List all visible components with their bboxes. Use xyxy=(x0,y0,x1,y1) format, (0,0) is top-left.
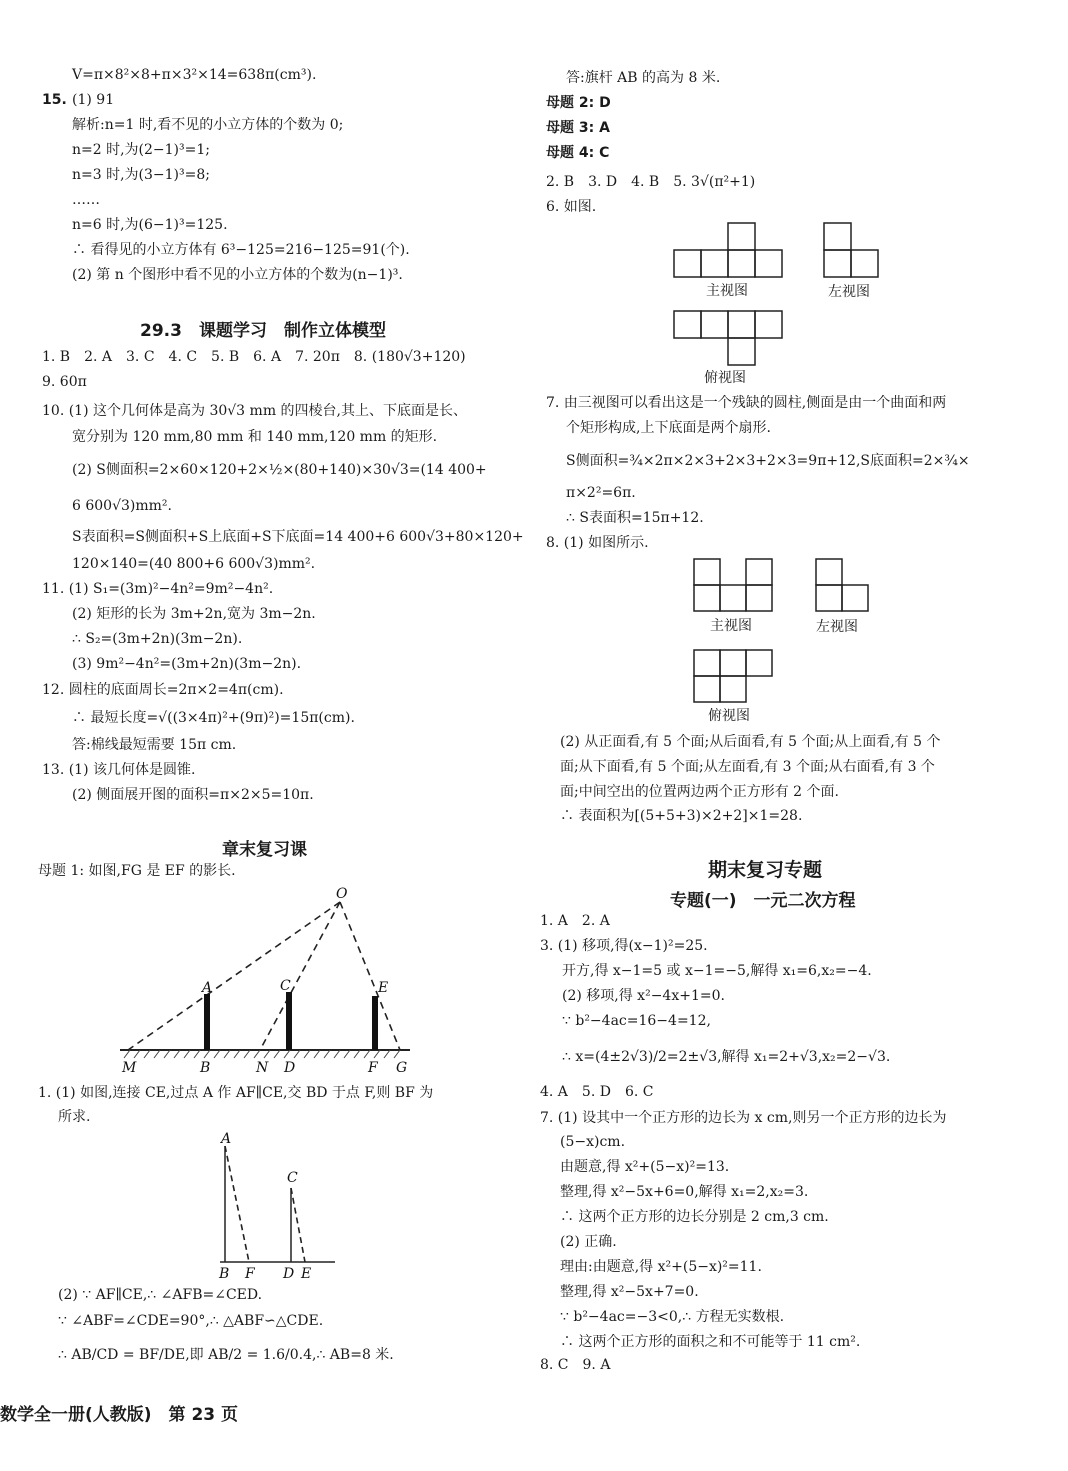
text-line: (2) 矩形的长为 3m+2n,宽为 3m−2n. xyxy=(72,606,316,622)
text-line: ∴ 这两个正方形的面积之和不可能等于 11 cm². xyxy=(560,1334,861,1350)
text-line: 11. (1) S₁=(3m)²−4n²=9m²−4n². xyxy=(42,581,274,597)
text-line: 面;中间空出的位置两边两个正方形有 2 个面. xyxy=(560,784,839,800)
text-line: 12. 圆柱的底面周长=2π×2=4π(cm). xyxy=(42,682,284,698)
text-line: 由题意,得 x²+(5−x)²=13. xyxy=(560,1159,730,1175)
ground-hatching xyxy=(124,1050,400,1058)
point-label: C xyxy=(287,1170,298,1186)
view-caption: 主视图 xyxy=(706,283,748,299)
segment-ce xyxy=(291,1188,305,1262)
text-line: ∴ S₂=(3m+2n)(3m−2n). xyxy=(72,631,243,647)
text-line: 整理,得 x²−5x+7=0. xyxy=(560,1284,699,1300)
page-footer: 数学全一册(人教版) 第 23 页 xyxy=(0,1405,239,1425)
text-line: 所求. xyxy=(58,1109,91,1125)
light-rays xyxy=(128,902,400,1050)
point-label: E xyxy=(301,1266,312,1282)
text-line: 母题 4: C xyxy=(546,145,610,161)
text-line: 答:旗杆 AB 的高为 8 米. xyxy=(566,70,721,86)
text-line: ∴ x=(4±2√3)/2=2±√3,解得 x₁=2+√3,x₂=2−√3. xyxy=(562,1049,891,1065)
text-line: 解析:n=1 时,看不见的小立方体的个数为 0; xyxy=(72,117,344,133)
text-line: ∴ 这两个正方形的边长分别是 2 cm,3 cm. xyxy=(560,1209,829,1225)
text-line: 10. (1) 这个几何体是高为 30√3 mm 的四棱台,其上、下底面是长、 xyxy=(42,403,467,419)
text-line: 答:棉线最短需要 15π cm. xyxy=(72,737,237,753)
main-view xyxy=(674,223,782,277)
text-line: ∵ ∠ABF=∠CDE=90°,∴ △ABF∽△CDE. xyxy=(58,1313,324,1329)
point-label: M xyxy=(122,1060,137,1076)
point-label: D xyxy=(284,1060,296,1076)
text-line: (2) 正确. xyxy=(560,1234,617,1250)
text-line: ∵ b²−4ac=−3<0,∴ 方程无实数根. xyxy=(560,1309,785,1325)
text-line: (2) ∵ AF∥CE,∴ ∠AFB=∠CED. xyxy=(58,1287,263,1303)
text-line: ∴ 表面积为[(5+5+3)×2+2]×1=28. xyxy=(560,808,803,824)
three-views-q6 xyxy=(670,220,890,390)
section-heading: 期末复习专题 xyxy=(708,859,823,881)
text-line: n=2 时,为(2−1)³=1; xyxy=(72,142,210,158)
segment-af xyxy=(225,1146,249,1262)
text-line: π×2²=6π. xyxy=(566,485,636,501)
point-label: N xyxy=(256,1060,269,1076)
text-line: ∴ 看得见的小立方体有 6³−125=216−125=91(个). xyxy=(72,242,410,258)
text-line: (5−x)cm. xyxy=(560,1134,626,1150)
text-line: 13. (1) 该几何体是圆锥. xyxy=(42,762,196,778)
section-subheading: 专题(一) 一元二次方程 xyxy=(670,891,856,911)
text-line: (1) 91 xyxy=(72,92,115,108)
text-line: 3. (1) 移项,得(x−1)²=25. xyxy=(540,938,708,954)
pole-cd xyxy=(286,992,292,1050)
text-line: 母题 1: 如图,FG 是 EF 的影长. xyxy=(38,863,236,879)
text-line: ∴ AB/CD = BF/DE,即 AB/2 = 1.6/0.4,∴ AB=8 米. xyxy=(58,1347,394,1363)
text-line: (2) 移项,得 x²−4x+1=0. xyxy=(562,988,725,1004)
text-line: (2) S侧面积=2×60×120+2×½×(80+140)×30√3=(14 400+ xyxy=(72,462,487,478)
shadow-diagram xyxy=(110,880,420,1080)
answer-line: 1. B 2. A 3. C 4. C 5. B 6. A 7. 20π 8. (180√3+120) xyxy=(42,349,466,365)
top-view xyxy=(694,650,772,702)
top-view xyxy=(674,311,782,365)
view-caption: 左视图 xyxy=(816,619,858,635)
point-label: C xyxy=(280,978,291,994)
main-view xyxy=(694,559,772,611)
point-label: O xyxy=(336,886,348,902)
construction-diagram xyxy=(205,1128,345,1283)
text-line: 8. (1) 如图所示. xyxy=(546,535,649,551)
text-line: n=6 时,为(6−1)³=125. xyxy=(72,217,228,233)
text-line: (2) 第 n 个图形中看不见的小立方体的个数为(n−1)³. xyxy=(72,267,403,283)
pole-ef xyxy=(372,996,378,1050)
view-caption: 俯视图 xyxy=(708,708,750,724)
answer-line: 1. A 2. A xyxy=(540,913,610,929)
question-number: 15. xyxy=(42,92,67,108)
point-label: D xyxy=(283,1266,295,1282)
answer-line: 9. 60π xyxy=(42,374,87,390)
left-view xyxy=(824,223,878,277)
text-line: (2) 侧面展开图的面积=π×2×5=10π. xyxy=(72,787,314,803)
text-line: V=π×8²×8+π×3²×14=638π(cm³). xyxy=(72,67,317,83)
point-label: B xyxy=(219,1266,230,1282)
point-label: G xyxy=(396,1060,408,1076)
text-line: …… xyxy=(72,192,100,208)
text-line: 6 600√3)mm². xyxy=(72,498,172,514)
text-line: 开方,得 x−1=5 或 x−1=−5,解得 x₁=6,x₂=−4. xyxy=(562,963,872,979)
section-heading: 29.3 课题学习 制作立体模型 xyxy=(140,321,386,341)
text-line: ∴ 最短长度=√((3×4π)²+(9π)²)=15π(cm). xyxy=(72,710,355,726)
point-label: A xyxy=(202,980,213,996)
text-line: 120×140=(40 800+6 600√3)mm². xyxy=(72,556,316,572)
text-line: (2) 从正面看,有 5 个面;从后面看,有 5 个面;从上面看,有 5 个 xyxy=(560,734,941,750)
point-label: A xyxy=(221,1131,232,1147)
view-caption: 左视图 xyxy=(828,284,870,300)
point-label: F xyxy=(368,1060,378,1076)
text-line: 母题 3: A xyxy=(546,120,610,136)
left-view xyxy=(816,559,868,611)
answer-line: 2. B 3. D 4. B 5. 3√(π²+1) xyxy=(546,174,756,190)
text-line: 7. (1) 设其中一个正方形的边长为 x cm,则另一个正方形的边长为 xyxy=(540,1110,947,1126)
text-line: ∵ b²−4ac=16−4=12, xyxy=(562,1013,711,1029)
text-line: (3) 9m²−4n²=(3m+2n)(3m−2n). xyxy=(72,656,302,672)
answer-line: 8. C 9. A xyxy=(540,1357,611,1373)
text-line: 个矩形构成,上下底面是两个扇形. xyxy=(566,420,771,436)
text-line: 1. (1) 如图,连接 CE,过点 A 作 AF∥CE,交 BD 于点 F,则 BF 为 xyxy=(38,1085,434,1101)
pole-ab xyxy=(204,994,210,1050)
point-label: E xyxy=(378,980,389,996)
text-line: S表面积=S侧面积+S上底面+S下底面=14 400+6 600√3+80×120+ xyxy=(72,529,524,545)
text-line: 母题 2: D xyxy=(546,95,611,111)
text-line: n=3 时,为(3−1)³=8; xyxy=(72,167,210,183)
point-label: B xyxy=(200,1060,211,1076)
text-line: 7. 由三视图可以看出这是一个残缺的圆柱,侧面是由一个曲面和两 xyxy=(546,395,947,411)
text-line: 整理,得 x²−5x+6=0,解得 x₁=2,x₂=3. xyxy=(560,1184,809,1200)
text-line: S侧面积=¾×2π×2×3+2×3+2×3=9π+12,S底面积=2×¾× xyxy=(566,453,970,469)
section-heading: 章末复习课 xyxy=(222,840,307,860)
text-line: ∴ S表面积=15π+12. xyxy=(566,510,704,526)
text-line: 宽分别为 120 mm,80 mm 和 140 mm,120 mm 的矩形. xyxy=(72,429,438,445)
view-caption: 主视图 xyxy=(710,618,752,634)
view-caption: 俯视图 xyxy=(704,370,746,386)
text-line: 理由:由题意,得 x²+(5−x)²=11. xyxy=(560,1259,762,1275)
text-line: 6. 如图. xyxy=(546,199,597,215)
text-line: 面;从下面看,有 5 个面;从左面看,有 3 个面;从右面看,有 3 个 xyxy=(560,759,935,775)
answer-line: 4. A 5. D 6. C xyxy=(540,1084,654,1100)
point-label: F xyxy=(245,1266,255,1282)
